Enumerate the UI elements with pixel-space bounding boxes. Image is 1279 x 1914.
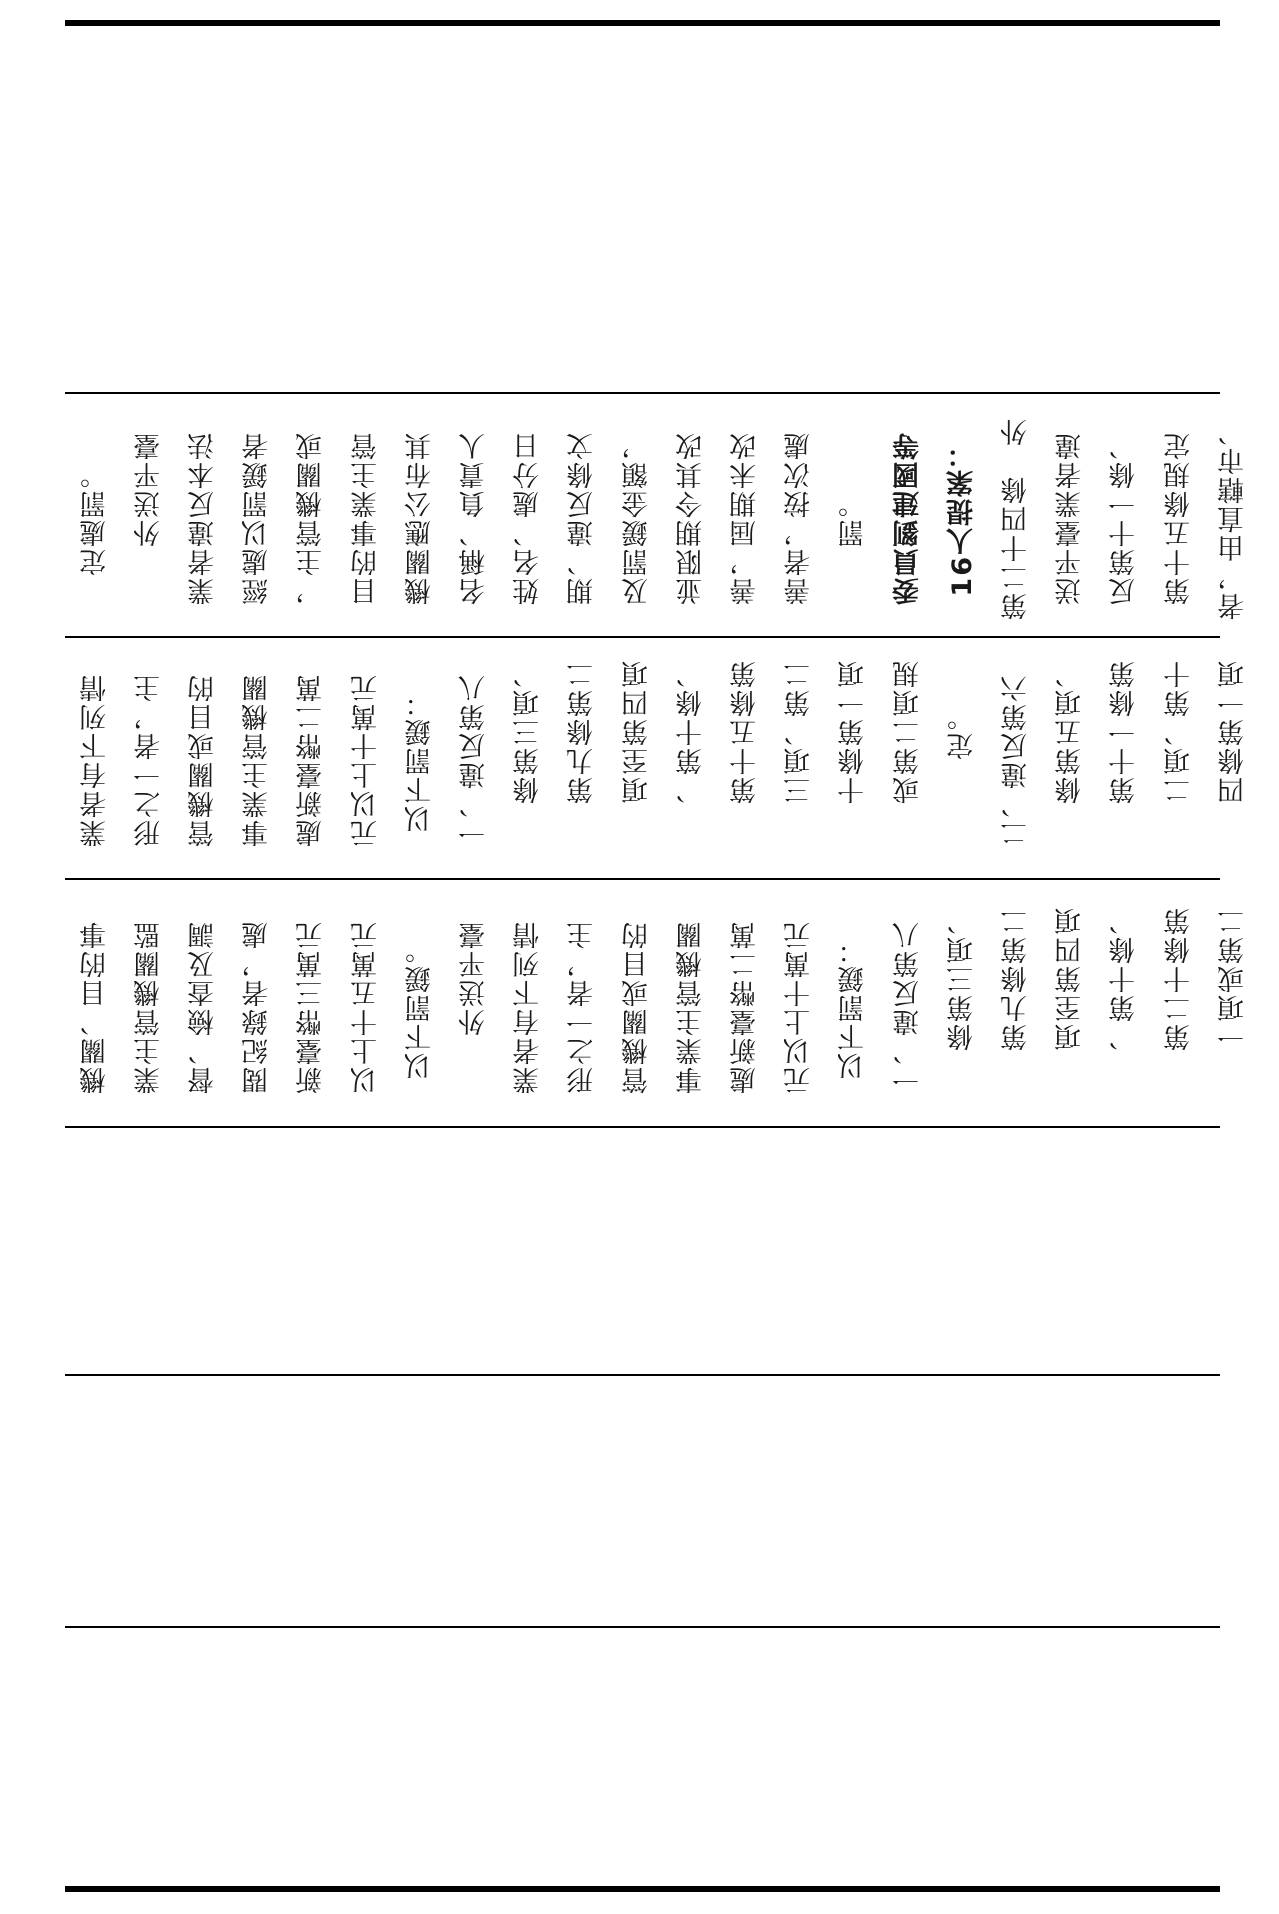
- text-line-content: 機關、目的事: [79, 920, 111, 1094]
- text-line-content: 條第三項、: [946, 905, 978, 1109]
- text-line-content: 第二十四條 外: [1000, 416, 1032, 620]
- text-line: [1101, 892, 1149, 1122]
- text-line-content: 期、違反條文: [567, 431, 599, 605]
- text-line: [613, 648, 661, 872]
- text-line-content: 元以上十萬元: [784, 920, 816, 1094]
- table-rule: [65, 878, 1220, 880]
- text-line-content: 第十一條第: [1109, 658, 1141, 862]
- text-line: [938, 892, 986, 1122]
- text-line: [288, 648, 336, 872]
- text-line: [776, 892, 824, 1122]
- text-line: [505, 892, 553, 1122]
- text-line: [1047, 404, 1095, 632]
- text-line-content: 及罰鍰金額，: [621, 431, 653, 605]
- text-line-content: 外送平臺: [133, 431, 165, 605]
- text-line-content: 第二十條第: [1163, 905, 1195, 1109]
- text-line: [179, 892, 227, 1122]
- text-line-content: 16人提案：: [946, 439, 978, 597]
- text-line-content: 管機關或目的: [187, 673, 219, 847]
- text-line: [234, 648, 282, 872]
- table-cell-band2: [65, 648, 1249, 872]
- text-line-content: 處新臺幣二萬: [296, 673, 328, 847]
- text-line: [1101, 648, 1149, 872]
- text-line-content: 善，屆期未改: [729, 431, 761, 605]
- text-line: [288, 404, 336, 632]
- text-line-content: 二、違反第六: [1000, 673, 1032, 847]
- text-line-content: 第十五條第: [729, 658, 761, 862]
- text-line-content: 事業主管機關: [242, 673, 274, 847]
- text-line-content: 項至第四項: [621, 658, 653, 862]
- text-line: [938, 404, 986, 632]
- text-line-content: 條第三項、: [513, 658, 545, 862]
- text-line: [71, 892, 119, 1122]
- text-line: [1209, 648, 1257, 872]
- text-line-content: 管機關或目的: [621, 920, 653, 1094]
- text-line-content: 以下罰鍰：: [838, 934, 870, 1080]
- text-line: [559, 648, 607, 872]
- text-line: [559, 404, 607, 632]
- text-line: [234, 892, 282, 1122]
- text-line-content: 形之一者，主: [567, 920, 599, 1094]
- text-line: [1047, 892, 1095, 1122]
- text-line-content: 委員劉建國等: [892, 431, 924, 605]
- text-line: [613, 404, 661, 632]
- text-line-content: 反第十一條、: [1109, 431, 1141, 605]
- text-line-content: 事業主管機關: [675, 920, 707, 1094]
- text-line-content: 業者有下列情: [79, 673, 111, 847]
- text-column-group: [65, 648, 1249, 872]
- text-line: [288, 892, 336, 1122]
- text-line-content: 一、違反第八: [458, 673, 490, 847]
- text-line-content: 經處以罰鍰者: [242, 431, 274, 605]
- text-line: [992, 892, 1040, 1122]
- text-line: [396, 892, 444, 1122]
- text-line-content: 或第二項規: [892, 658, 924, 862]
- text-line-content: 四條第一項: [1217, 658, 1249, 862]
- text-line: [1155, 648, 1203, 872]
- text-line: [125, 404, 173, 632]
- text-line: [342, 648, 390, 872]
- text-line: [505, 648, 553, 872]
- text-line: [776, 404, 824, 632]
- text-line-content: 一、違反第八: [892, 920, 924, 1094]
- text-line-content: 處新臺幣二萬: [729, 920, 761, 1094]
- text-line: [938, 648, 986, 872]
- text-line: [450, 892, 498, 1122]
- text-line: [721, 404, 769, 632]
- text-line: [667, 648, 715, 872]
- text-line-content: 以下罰鍰。: [404, 934, 436, 1080]
- text-line-content: 定。: [946, 702, 978, 818]
- text-line-content: 者，由直轄市、: [1217, 416, 1249, 620]
- text-line-content: 一項或第二: [1217, 905, 1249, 1109]
- text-line: [71, 404, 119, 632]
- text-line-content: 第九條第二: [567, 658, 599, 862]
- text-line: [830, 892, 878, 1122]
- text-line-content: 三項、第二: [784, 658, 816, 862]
- table-cell-band1: [65, 404, 1249, 632]
- text-line: [1155, 404, 1203, 632]
- text-line-content: 形之一者，主: [133, 673, 165, 847]
- text-line: [830, 648, 878, 872]
- text-line: [884, 648, 932, 872]
- text-line: [125, 892, 173, 1122]
- text-line-content: 外送平臺: [458, 920, 490, 1094]
- text-line: [992, 648, 1040, 872]
- text-line: [1047, 648, 1095, 872]
- text-line-content: 、第十條、: [1109, 905, 1141, 1109]
- text-line: [1155, 892, 1203, 1122]
- text-line-content: 機關應公布其: [404, 431, 436, 605]
- text-line-content: 督、檢查及調: [187, 920, 219, 1094]
- text-line-content: ，主管機關或: [296, 431, 328, 605]
- text-line: [450, 404, 498, 632]
- text-line-content: 名稱、負責人: [458, 431, 490, 605]
- text-line-content: 以下罰鍰：: [404, 687, 436, 833]
- text-line-content: 元以上十萬元: [350, 673, 382, 847]
- text-line: [1101, 404, 1149, 632]
- text-line-content: 項至第四項: [1055, 905, 1087, 1109]
- text-line: [71, 648, 119, 872]
- text-line: [559, 892, 607, 1122]
- text-line-content: 業主管機關監: [133, 920, 165, 1094]
- text-line: [830, 404, 878, 632]
- text-line-content: 罰。: [838, 489, 870, 547]
- table-cell-band3: [65, 892, 1249, 1122]
- text-line: [776, 648, 824, 872]
- table-rule: [65, 392, 1220, 394]
- text-line: [505, 404, 553, 632]
- text-column-group: [65, 892, 1249, 1122]
- text-line-content: 新臺幣三萬元: [296, 920, 328, 1094]
- text-line: [884, 404, 932, 632]
- text-line-content: 定處罰。: [79, 460, 111, 576]
- top-rule: [65, 20, 1220, 26]
- text-line: [396, 648, 444, 872]
- text-line-content: 業者有下列情: [513, 920, 545, 1094]
- bottom-rule: [65, 1886, 1220, 1892]
- table-rule: [65, 636, 1220, 638]
- table-rule: [65, 1626, 1220, 1628]
- text-line-content: 第九條第二: [1000, 905, 1032, 1109]
- text-line-content: 姓名、處分日: [513, 431, 545, 605]
- text-line-content: 以上十五萬元: [350, 920, 382, 1094]
- table-rule: [65, 1126, 1220, 1128]
- text-line: [721, 892, 769, 1122]
- text-line: [667, 892, 715, 1122]
- text-line: [992, 404, 1040, 632]
- text-line-content: 閱紀錄者，處: [242, 920, 274, 1094]
- text-line: [179, 404, 227, 632]
- text-line: [1209, 892, 1257, 1122]
- text-line: [179, 648, 227, 872]
- text-line: [342, 892, 390, 1122]
- text-line: [721, 648, 769, 872]
- text-line-content: 第十五條規定: [1163, 431, 1195, 605]
- text-line: [342, 404, 390, 632]
- text-line: [234, 404, 282, 632]
- text-line-content: 目的事業主管: [350, 431, 382, 605]
- text-line: [1209, 404, 1257, 632]
- text-line-content: 二項、第十: [1163, 658, 1195, 862]
- text-line-content: 送平臺業者違: [1055, 431, 1087, 605]
- text-line-content: 、第十條、: [675, 658, 707, 862]
- text-line-content: 條第五項、: [1055, 658, 1087, 862]
- text-line-content: 善者，按次處: [784, 431, 816, 605]
- text-line: [667, 404, 715, 632]
- text-line: [450, 648, 498, 872]
- text-line: [884, 892, 932, 1122]
- text-column-group: [65, 404, 1249, 632]
- text-line: [125, 648, 173, 872]
- text-line: [396, 404, 444, 632]
- text-line: [613, 892, 661, 1122]
- text-line-content: 十條第一項: [838, 658, 870, 862]
- text-line-content: 業者違反本法: [187, 431, 219, 605]
- table-rule: [65, 1374, 1220, 1376]
- text-line-content: 並限期令其改: [675, 431, 707, 605]
